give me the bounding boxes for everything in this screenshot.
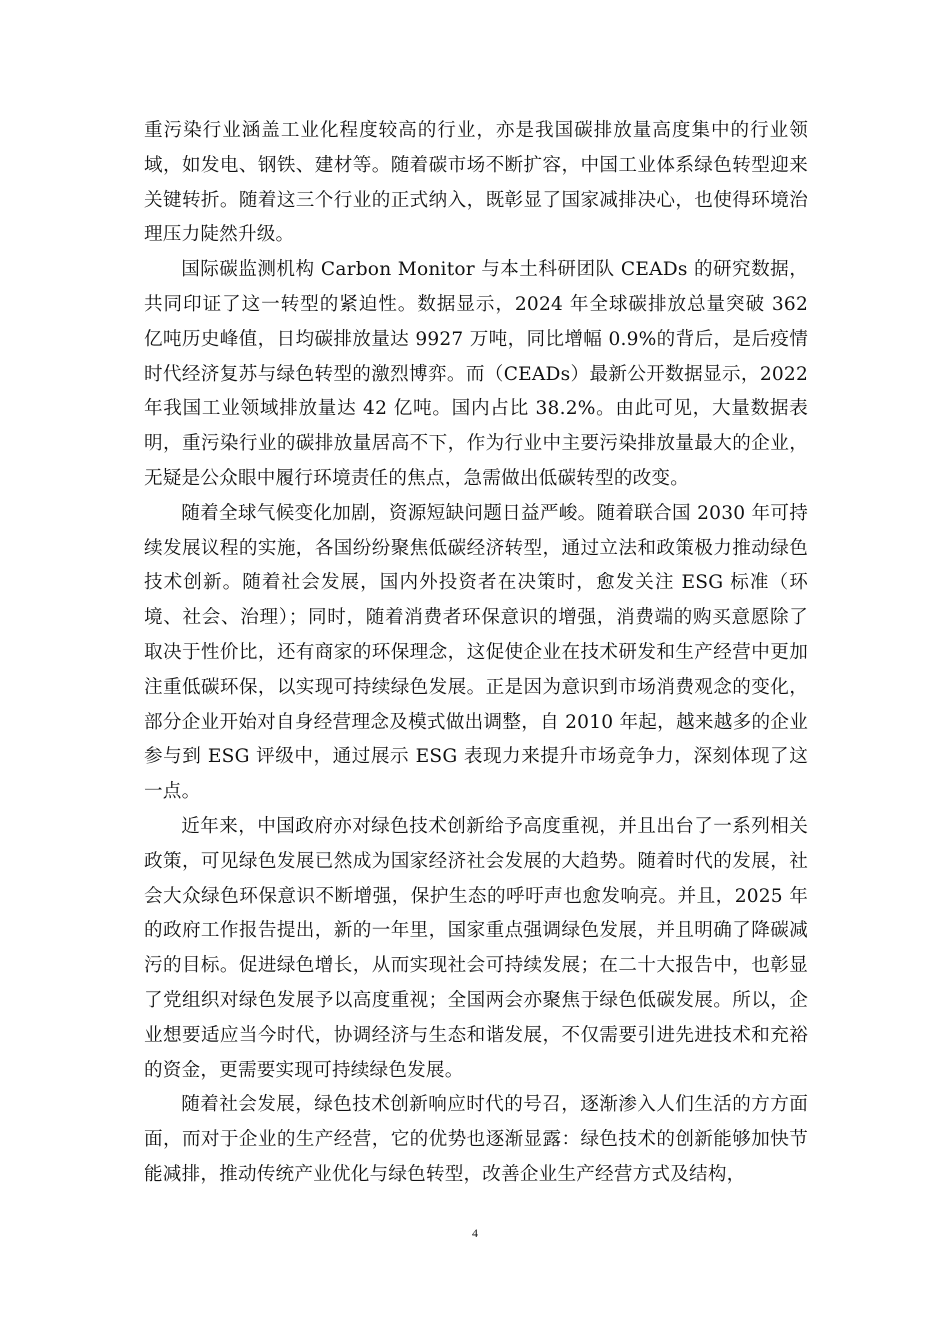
- paragraph-government-policy: 近年来，中国政府亦对绿色技术创新给予高度重视，并且出台了一系列相关政策，可见绿色发展已然成为国家经济社会发展的大趋势。随着时代的发展，社会大众绿色环保意识不断增强，保护生态的呼吁声也愈发响亮。并且，2025 年的政府工作报告提出，新的一年里，国家重点强调绿色发展，并且明确了降碳减污的目标。促进绿色增长，从而实现社会可持续发展；在二十大报告中，也彰显了党组织对绿色发展予以高度重视；全国两会亦聚焦于绿色低碳发展。所以，企业想要适应当今时代，协调经济与生态和谐发展，不仅需要引进先进技术和充裕的资金，更需要实现可持续绿色发展。: [144, 815, 808, 1081]
- paragraph-heavy-pollution-industries: 重污染行业涵盖工业化程度较高的行业，亦是我国碳排放量高度集中的行业领域，如发电、钢铁、建材等。随着碳市场不断扩容，中国工业体系绿色转型迎来关键转折。随着这三个行业的正式纳入，既彰显了国家减排决心，也使得环境治理压力陡然升级。: [144, 120, 808, 246]
- paragraph-carbon-monitor-data: 国际碳监测机构 Carbon Monitor 与本土科研团队 CEADs 的研究数据，共同印证了这一转型的紧迫性。数据显示，2024 年全球碳排放总量突破 362 亿吨历史峰值，日均碳排放量达 9927 万吨，同比增幅 0.9%的背后，是后疫情时代经济复苏与绿色转型的激烈博弈。而（CEADs）最新公开数据显示，2022 年我国工业领域排放量达 42 亿吨。国内占比 38.2%。由此可见，大量数据表明，重污染行业的碳排放量居高不下，作为行业中主要污染排放量最大的企业，无疑是公众眼中履行环境责任的焦点，急需做出低碳转型的改变。: [144, 259, 808, 489]
- page-number: 4: [472, 1226, 478, 1240]
- paragraph-global-climate-esg: 随着全球气候变化加剧，资源短缺问题日益严峻。随着联合国 2030 年可持续发展议程的实施，各国纷纷聚焦低碳经济转型，通过立法和政策极力推动绿色技术创新。随着社会发展，国内外投资者在决策时，愈发关注 ESG 标准（环境、社会、治理）；同时，随着消费者环保意识的增强，消费端的购买意愿除了取决于性价比，还有商家的环保理念，这促使企业在技术研发和生产经营中更加注重低碳环保，以实现可持续绿色发展。正是因为意识到市场消费观念的变化，部分企业开始对自身经营理念及模式做出调整，自 2010 年起，越来越多的企业参与到 ESG 评级中，通过展示 ESG 表现力来提升市场竞争力，深刻体现了这一点。: [144, 502, 808, 803]
- paragraph-green-technology-innovation: 随着社会发展，绿色技术创新响应时代的号召，逐渐渗入人们生活的方方面面，而对于企业的生产经营，它的优势也逐渐显露：绿色技术的创新能够加快节能减排，推动传统产业优化与绿色转型，改善企业生产经营方式及结构，: [144, 1094, 808, 1185]
- body-text: [144, 114, 808, 1193]
